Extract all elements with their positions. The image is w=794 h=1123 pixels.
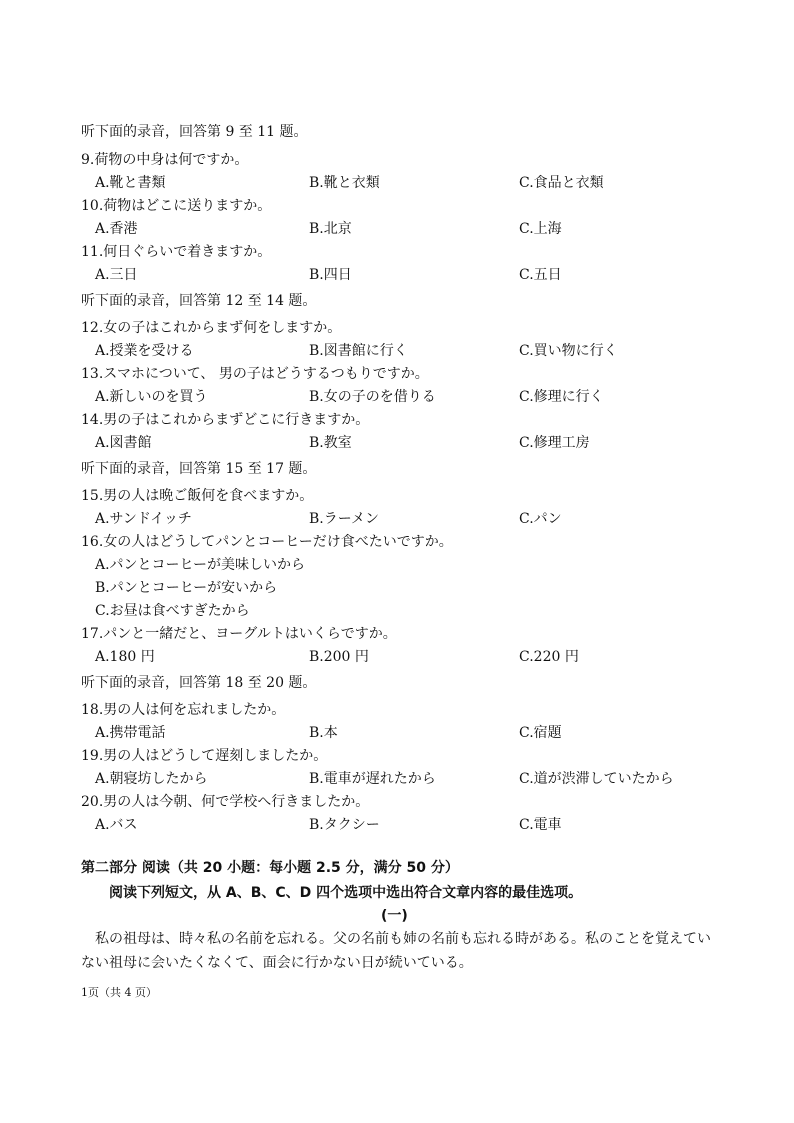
option-b: B.電車が遅れたから <box>309 771 436 787</box>
option-b: B.本 <box>309 725 338 741</box>
option-c: C.お昼は食べすぎたから <box>95 603 250 619</box>
option-b: B.教室 <box>309 435 352 451</box>
passage-label: (一) <box>381 908 408 924</box>
option-b: B.パンとコーヒーが安いから <box>95 580 278 596</box>
option-b: B.靴と衣類 <box>309 175 380 191</box>
option-c: C.電車 <box>519 817 562 833</box>
option-a: A.バス <box>95 817 138 833</box>
option-c: C.買い物に行く <box>519 343 618 359</box>
option-c: C.宿題 <box>519 725 562 741</box>
question-stem: 19.男の人はどうして遅刻しましたか。 <box>81 748 328 764</box>
option-a: A.パンとコーヒーが美味しいから <box>95 557 305 573</box>
option-c: C.修理工房 <box>519 435 590 451</box>
option-b: B.女の子のを借りる <box>309 389 436 405</box>
option-b: B.北京 <box>309 221 352 237</box>
option-c: C.220 円 <box>519 649 579 665</box>
question-stem: 11.何日ぐらいで着きますか。 <box>81 244 272 260</box>
section-instruction: 听下面的录音，回答第 9 至 11 题。 <box>81 124 308 140</box>
option-a: A.携帯電話 <box>95 725 166 741</box>
option-b: B.ラーメン <box>309 511 380 527</box>
option-a: A.朝寝坊したから <box>95 771 208 787</box>
question-stem: 15.男の人は晩ご飯何を食べますか。 <box>81 488 314 504</box>
question-stem: 13.スマホについて、 男の子はどうするつもりですか。 <box>81 366 429 382</box>
passage-paragraph: 私の祖母は、時々私の名前を忘れる。父の名前も姉の名前も忘れる時がある。私のことを覚えていない祖母に会いたくなくて、面会に行かない日が続いている。 <box>81 931 711 971</box>
option-c: C.上海 <box>519 221 562 237</box>
question-stem: 12.女の子はこれからまず何をしますか。 <box>81 320 342 336</box>
section-instruction: 听下面的录音，回答第 15 至 17 题。 <box>81 461 317 477</box>
question-stem: 16.女の人はどうしてパンとコーヒーだけ食べたいですか。 <box>81 534 453 550</box>
option-a: A.三日 <box>95 267 138 283</box>
question-stem: 14.男の子はこれからまずどこに行きますか。 <box>81 412 370 428</box>
section-instruction: 听下面的录音，回答第 18 至 20 题。 <box>81 675 317 691</box>
option-a: A.新しいのを買う <box>95 389 208 405</box>
page-footer: 1页（共 4 页） <box>81 986 157 999</box>
question-stem: 17.パンと一緒だと、ヨーグルトはいくらですか。 <box>81 626 397 642</box>
part-two-instruction: 阅读下列短文，从 A、B、C、D 四个选项中选出符合文章内容的最佳选项。 <box>109 885 583 901</box>
option-b: B.図書館に行く <box>309 343 408 359</box>
option-c: C.パン <box>519 511 562 527</box>
option-a: A.図書館 <box>95 435 152 451</box>
option-a: A.180 円 <box>95 649 155 665</box>
question-stem: 9.荷物の中身は何ですか。 <box>81 152 249 168</box>
option-b: B.タクシー <box>309 817 380 833</box>
section-instruction: 听下面的录音，回答第 12 至 14 题。 <box>81 293 317 309</box>
question-stem: 18.男の人は何を忘れましたか。 <box>81 702 286 718</box>
option-a: A.靴と書類 <box>95 175 166 191</box>
option-b: B.四日 <box>309 267 352 283</box>
part-two-heading: 第二部分 阅读（共 20 小题：每小题 2.5 分，满分 50 分） <box>81 860 459 876</box>
question-stem: 10.荷物はどこに送りますか。 <box>81 198 272 214</box>
question-stem: 20.男の人は今朝、何で学校へ行きましたか。 <box>81 794 370 810</box>
option-c: C.道が渋滞していたから <box>519 771 674 787</box>
option-a: A.サンドイッチ <box>95 511 192 527</box>
option-c: C.五日 <box>519 267 562 283</box>
option-c: C.食品と衣類 <box>519 175 604 191</box>
option-c: C.修理に行く <box>519 389 604 405</box>
option-a: A.授業を受ける <box>95 343 194 359</box>
option-b: B.200 円 <box>309 649 369 665</box>
option-a: A.香港 <box>95 221 138 237</box>
reading-passage <box>81 927 721 975</box>
